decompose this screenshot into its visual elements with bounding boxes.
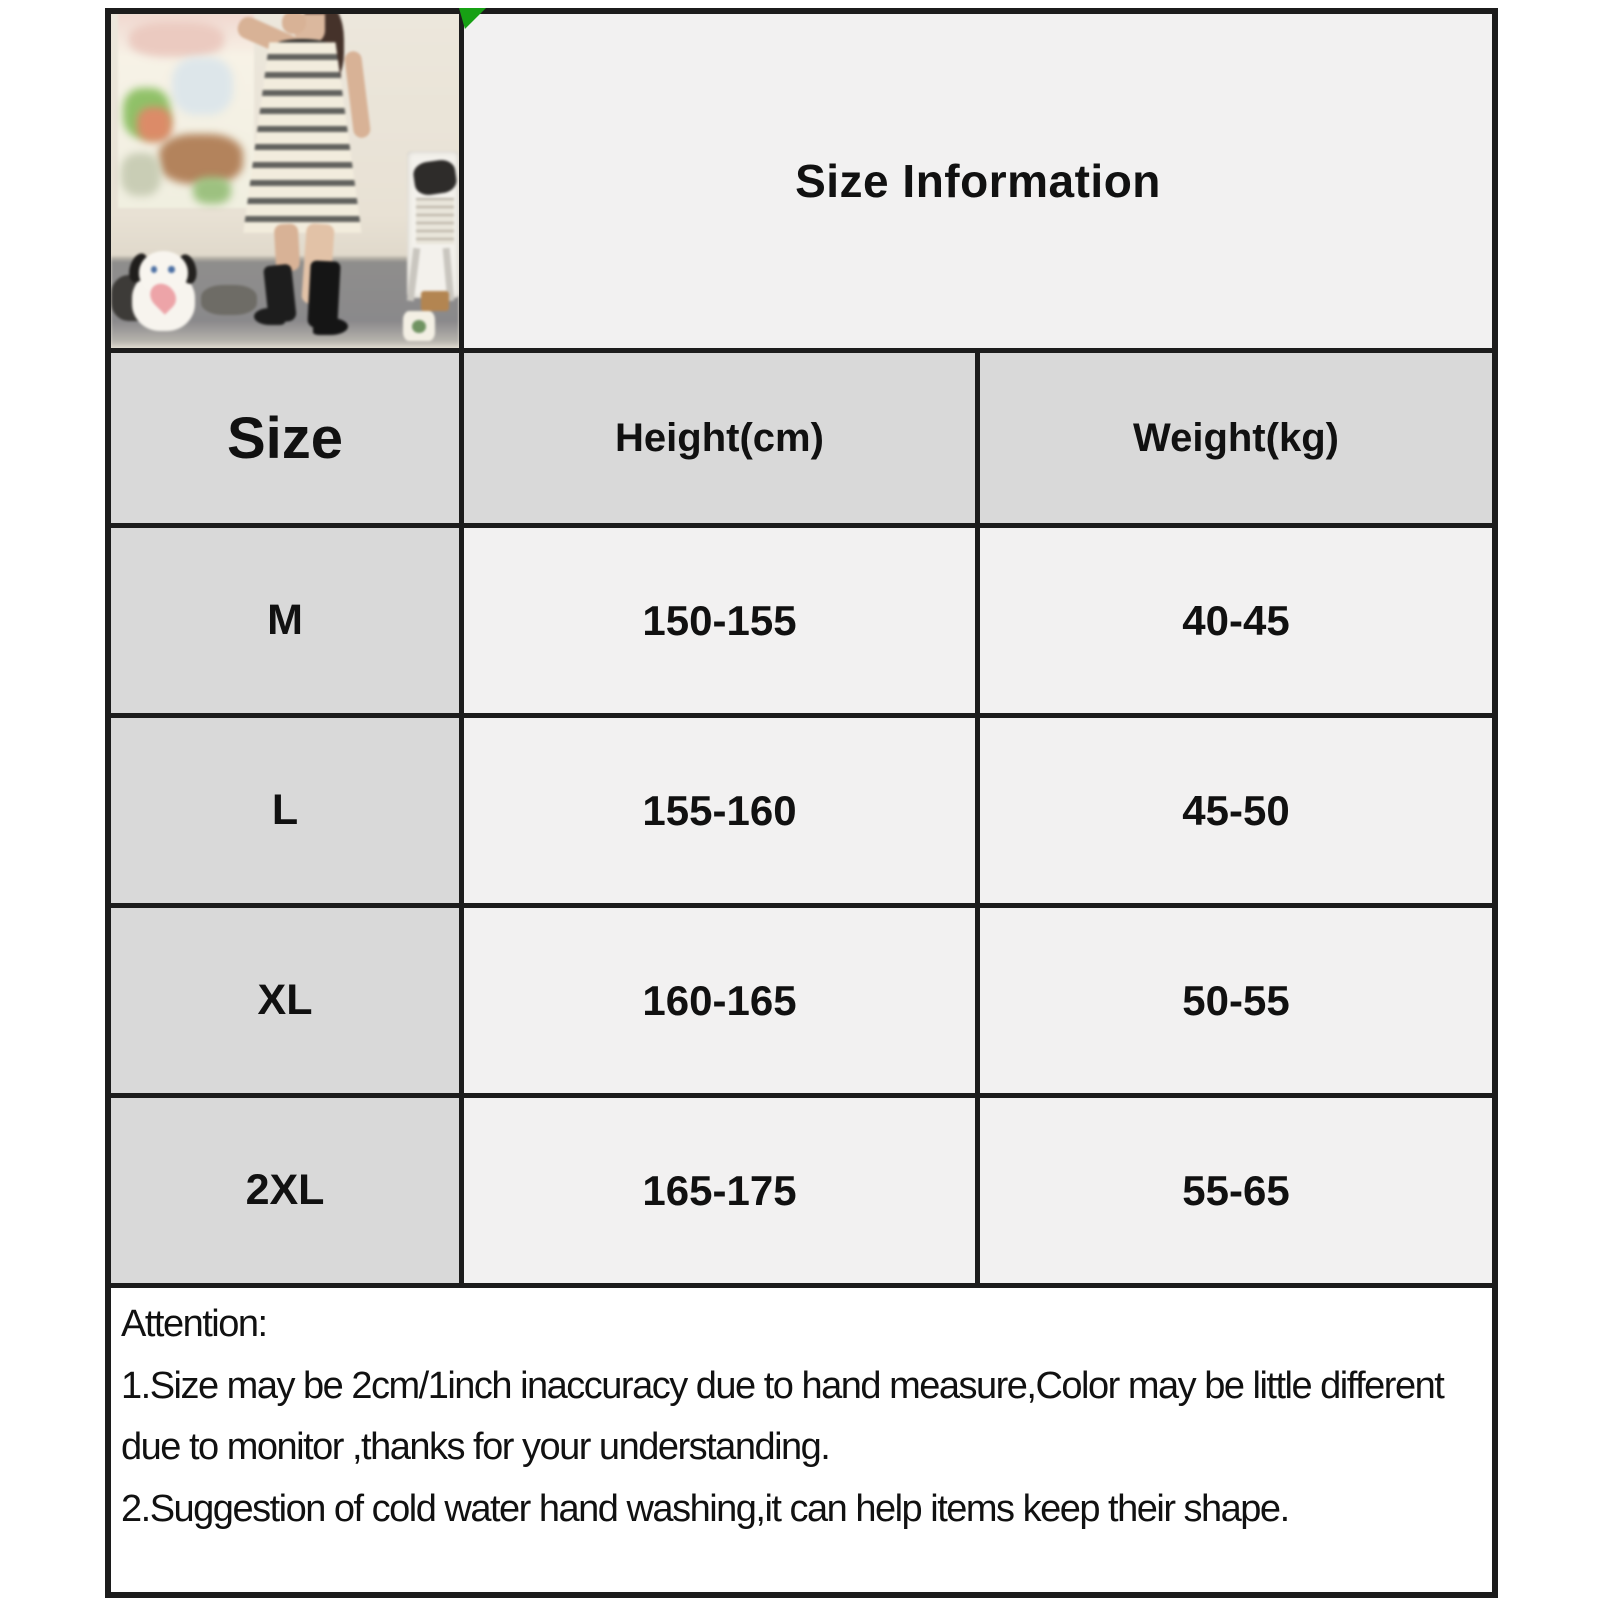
attention-heading: Attention: bbox=[121, 1303, 267, 1345]
table-row-m-height: 150-155 bbox=[464, 528, 975, 713]
table-row-m-size: M bbox=[111, 528, 459, 713]
table-row-2xl-height: 165-175 bbox=[464, 1098, 975, 1283]
wooden-box bbox=[421, 291, 449, 311]
column-header-weight: Weight(kg) bbox=[980, 353, 1492, 523]
cartoon-blob bbox=[159, 134, 243, 184]
black-sock-right-foot bbox=[313, 318, 348, 335]
black-sock-left-foot bbox=[254, 308, 285, 325]
attention-section bbox=[111, 1288, 1492, 1592]
cartoon-blob bbox=[172, 57, 233, 115]
mug-logo bbox=[412, 320, 426, 333]
attention-note-2: 2.Suggestion of cold water hand washing,it can help items keep their shape. bbox=[121, 1487, 1289, 1530]
paper-on-table bbox=[416, 198, 454, 245]
table-row-xl-height: 160-165 bbox=[464, 908, 975, 1093]
cartoon-blob bbox=[129, 22, 224, 57]
gray-cushion bbox=[201, 285, 257, 315]
photo-projector-screen bbox=[118, 14, 254, 208]
plush-toy-eye bbox=[151, 266, 157, 273]
table-row-xl-size: XL bbox=[111, 908, 459, 1093]
page-title: Size Information bbox=[464, 14, 1492, 348]
column-header-height: Height(cm) bbox=[464, 353, 975, 523]
plush-toy-eye bbox=[168, 266, 174, 273]
table-row-l-weight: 45-50 bbox=[980, 718, 1492, 903]
size-chart-table bbox=[105, 8, 1498, 1598]
photo-scene bbox=[111, 14, 459, 348]
cartoon-blob bbox=[137, 107, 172, 142]
model-hand bbox=[282, 14, 306, 34]
table-row-m-weight: 40-45 bbox=[980, 528, 1492, 713]
table-row-xl-weight: 50-55 bbox=[980, 908, 1492, 1093]
cartoon-blob bbox=[121, 153, 162, 196]
product-photo-cell bbox=[111, 14, 459, 348]
table-row-2xl-size: 2XL bbox=[111, 1098, 459, 1283]
table-row-l-size: L bbox=[111, 718, 459, 903]
table-row-2xl-weight: 55-65 bbox=[980, 1098, 1492, 1283]
cartoon-blob bbox=[193, 177, 231, 204]
table-row-l-height: 155-160 bbox=[464, 718, 975, 903]
attention-note-1: 1.Size may be 2cm/1inch inaccuracy due to hand measure,Color may be little different due to monitor ,thanks for your understanding. bbox=[121, 1364, 1444, 1469]
column-header-size: Size bbox=[111, 353, 459, 523]
product-photo bbox=[111, 14, 459, 348]
